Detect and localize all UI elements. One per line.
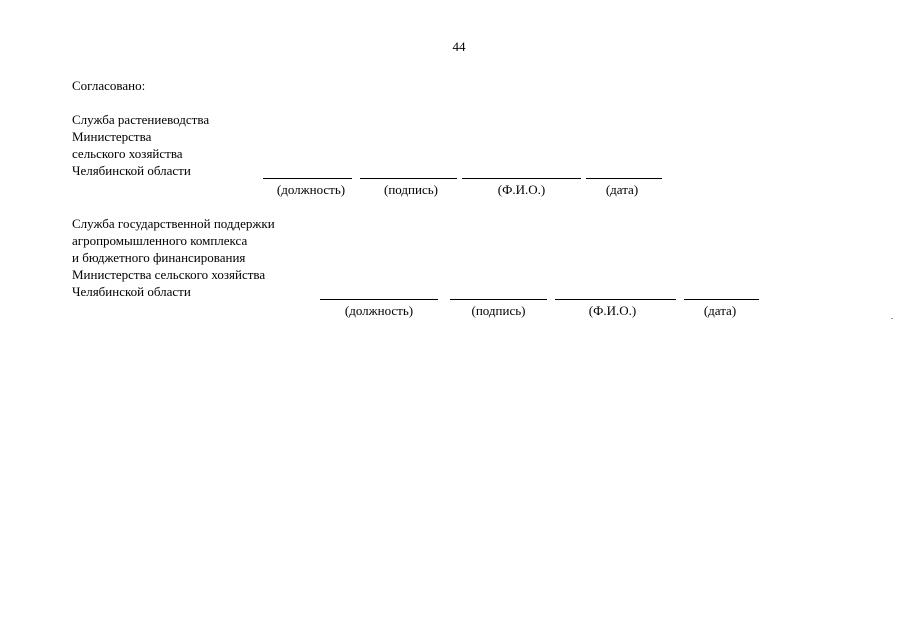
- org-line: Служба государственной поддержки: [72, 216, 275, 231]
- page-number: 44: [452, 39, 466, 54]
- org-line: сельского хозяйства: [72, 146, 183, 161]
- org-line: Служба растениеводства: [72, 112, 210, 127]
- full-name-label: (Ф.И.О.): [588, 303, 637, 318]
- org-line: и бюджетного финансирования: [72, 250, 246, 265]
- signature-label: (подпись): [471, 303, 526, 318]
- full-name-signature-line[interactable]: [462, 178, 581, 179]
- date-signature-line[interactable]: [684, 299, 759, 300]
- position-signature-line[interactable]: [263, 178, 352, 179]
- position-label: (должность): [344, 303, 414, 318]
- org-line: Челябинской области: [72, 163, 191, 178]
- approval-heading: Согласовано:: [72, 78, 146, 93]
- date-signature-line[interactable]: [586, 178, 662, 179]
- signature-line[interactable]: [450, 299, 547, 300]
- org-line: Министерства сельского хозяйства: [72, 267, 266, 282]
- full-name-label: (Ф.И.О.): [497, 182, 546, 197]
- organization-block-2: [72, 215, 275, 300]
- date-label: (дата): [605, 182, 639, 197]
- signature-line[interactable]: [360, 178, 457, 179]
- signature-label: (подпись): [384, 182, 438, 197]
- org-line: Челябинской области: [72, 284, 191, 299]
- org-line: агропромышленного комплекса: [72, 233, 248, 248]
- position-signature-line[interactable]: [320, 299, 438, 300]
- organization-block-1: [72, 111, 209, 179]
- date-label: (дата): [703, 303, 737, 318]
- org-line: Министерства: [72, 129, 152, 144]
- position-label: (должность): [276, 182, 346, 197]
- scan-edge-mark: [891, 318, 893, 319]
- full-name-signature-line[interactable]: [555, 299, 676, 300]
